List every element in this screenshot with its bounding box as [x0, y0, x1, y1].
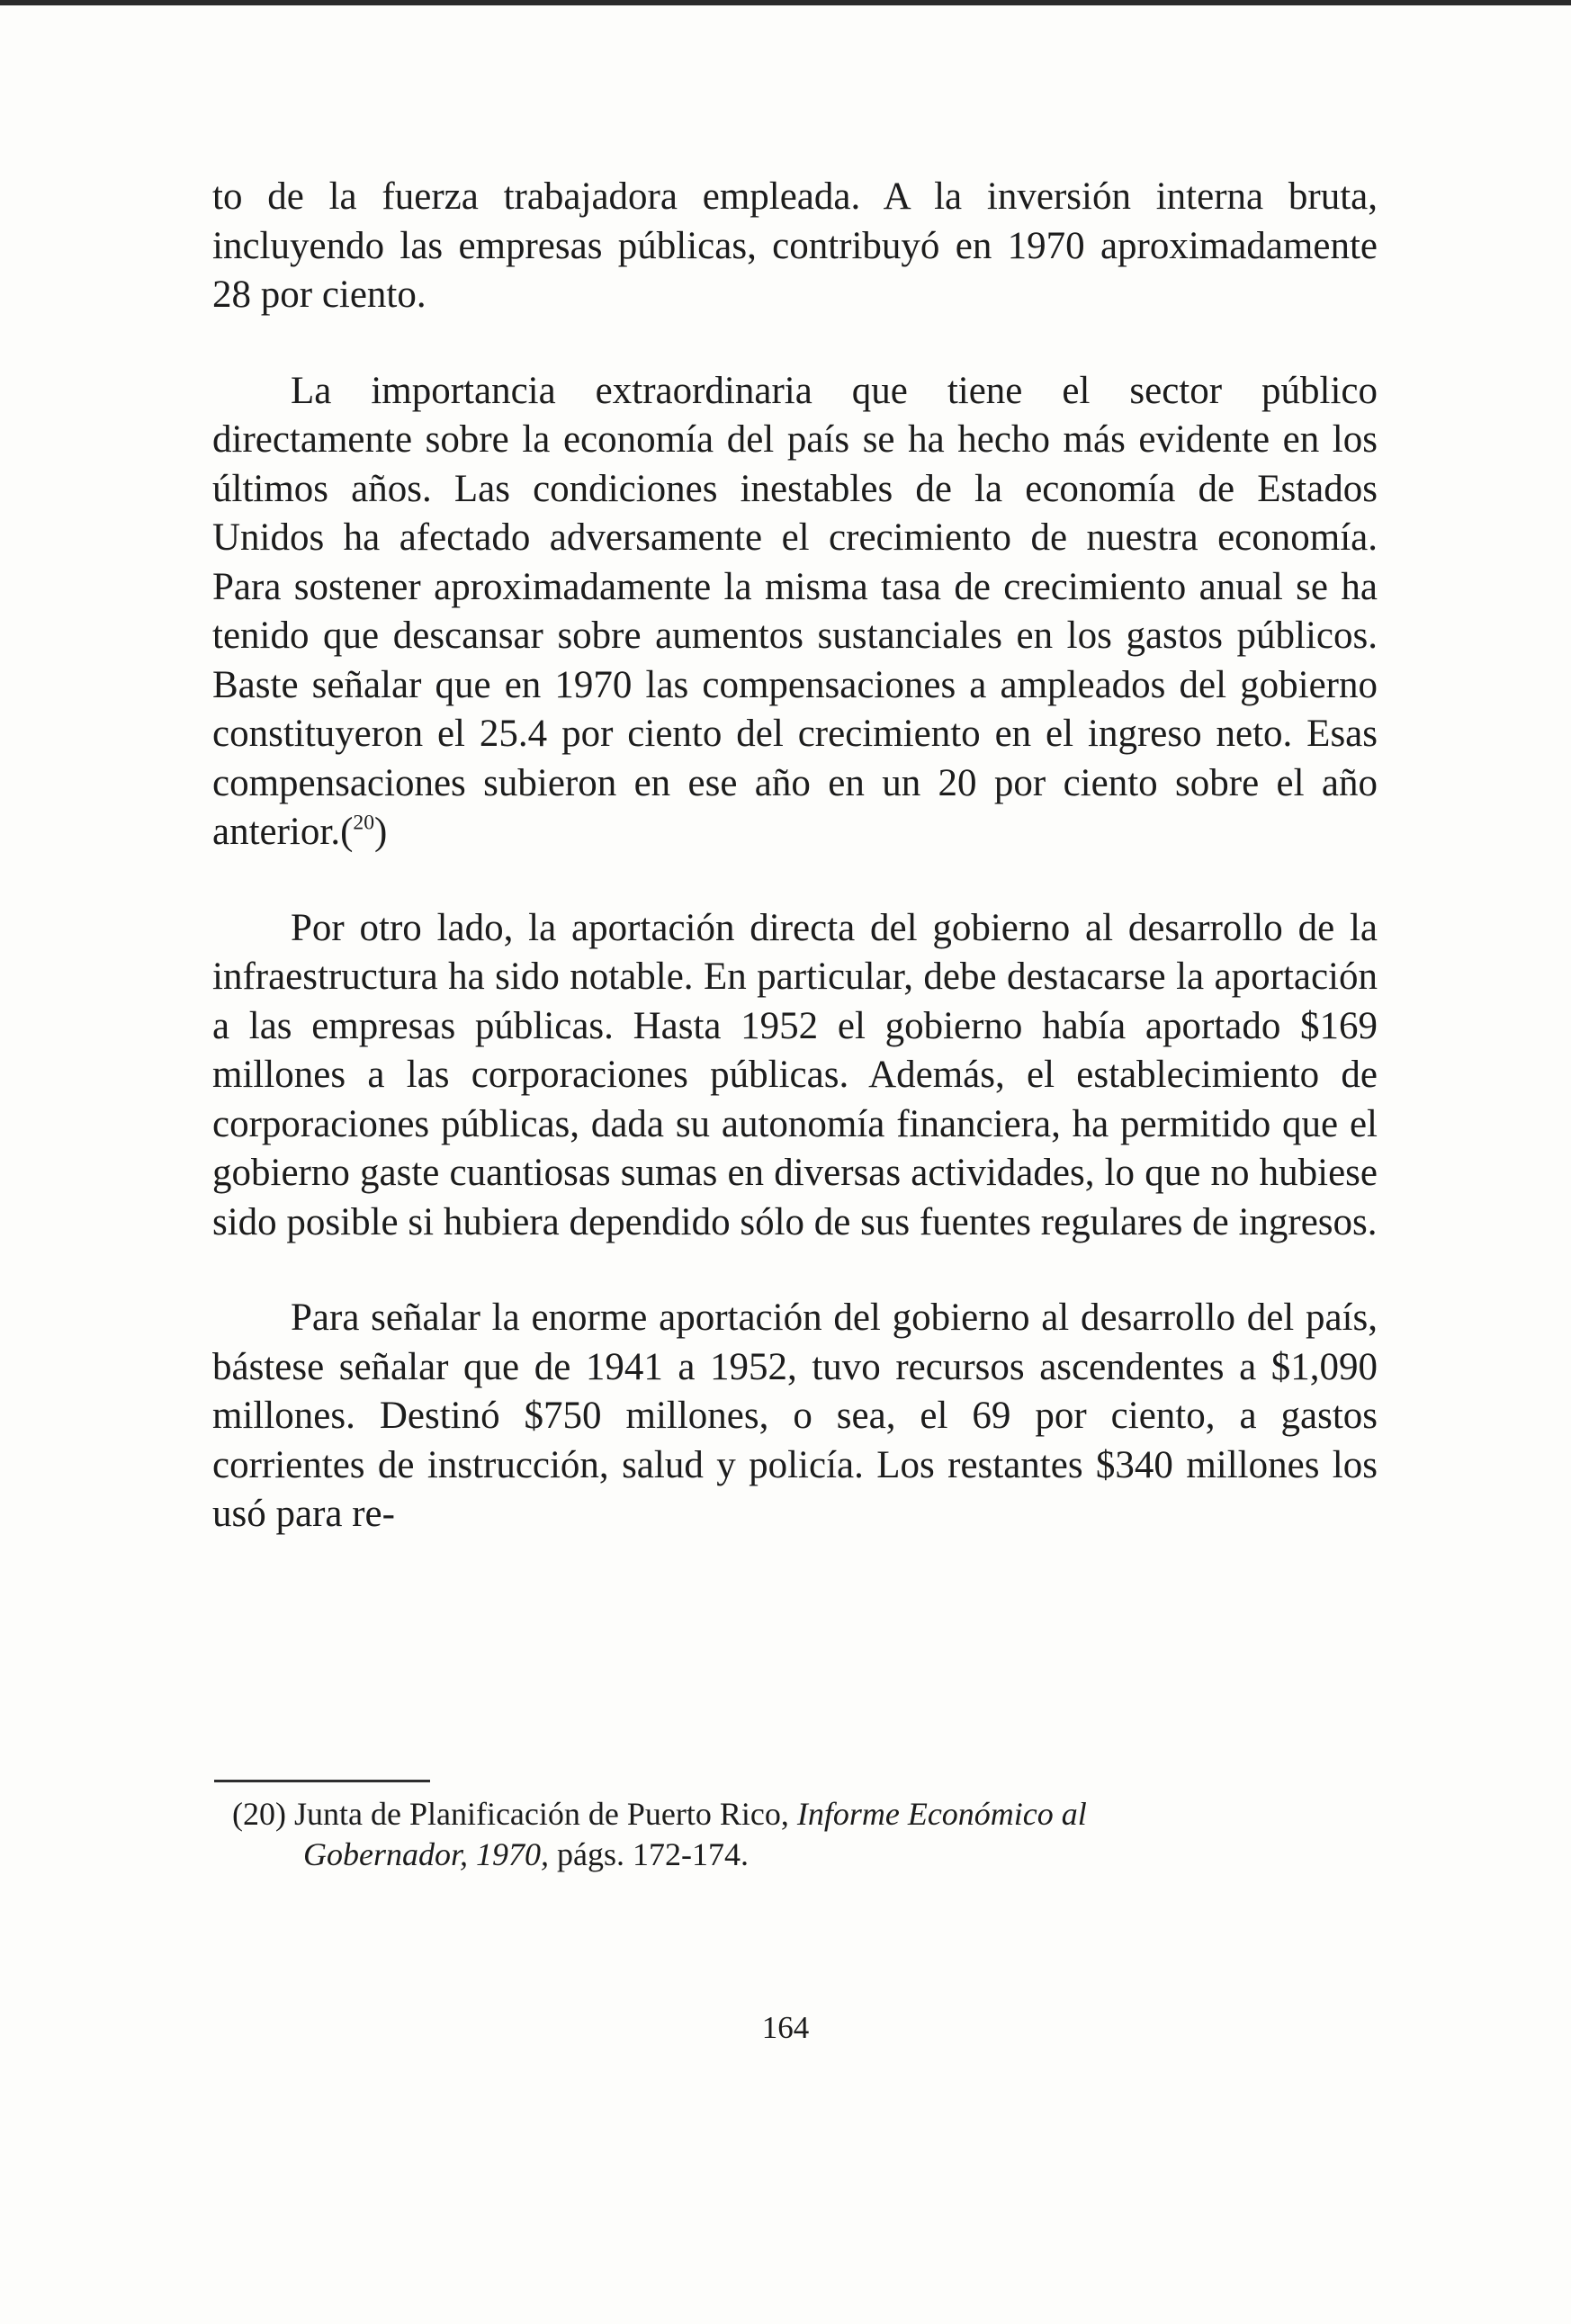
paragraph-2 [212, 367, 1378, 857]
footnote-pages: págs. 172-174. [557, 1836, 749, 1872]
footnote-line-2 [232, 1835, 1378, 1875]
footnote-author: Junta de Planificación de Puerto Rico, [293, 1796, 789, 1832]
footnote [232, 1794, 1378, 1875]
paragraph-3: Por otro lado, la aportación directa del gobierno al desarrollo de la infraestructura ha sido notable. En particular, debe destacarse la aportación a las empresas públicas. Hasta 1952 el gobierno había aportado $169 millones a las corporaciones públicas. Además, el establecimiento de corporaciones públicas, dada su autonomía financiera, ha permitido que el gobierno gaste cuantiosas sumas en diversas actividades, lo que no hubiese sido posible si hubiera dependido sólo de sus fuentes regulares de ingresos. [212, 906, 1378, 1243]
paragraph-1: to de la fuerza trabajadora empleada. A la inversión interna bruta, incluyendo las empresas públicas, contribuyó en 1970 aproximadamente 28 por ciento. [212, 175, 1378, 316]
page-number: 164 [761, 2010, 810, 2045]
paragraph-4: Para señalar la enorme aportación del gobierno al desarrollo del país, bástese señalar que de 1941 a 1952, tuvo recursos ascendentes a $1,090 millones. Destinó $750 millones, o sea, el 69 por ciento, a gastos corrientes de instrucción, salud y policía. Los restantes $340 millones los usó para re- [212, 1297, 1378, 1535]
paragraph-2-text: La importancia extraordinaria que tiene el sector público directamente sobre la economía del país se ha hecho más evidente en los últimos años. Las condiciones inestables de la economía de Estados Unidos ha afectado adversamente el crecimiento de nuestra economía. Para sostener aproximadamente la misma tasa de crecimiento anual se ha tenido que descansar sobre aumentos sustanciales en los gastos públicos. Baste señalar que en 1970 las compensaciones a ampleados del gobierno constituyeron el 25.4 por ciento del crecimiento en el ingreso neto. Esas compensaciones subieron en ese año en un 20 por ciento sobre el año anterior.( [212, 369, 1378, 853]
footnote-title-part2: Gobernador, 1970, [303, 1836, 550, 1872]
footnote-reference: 20 [353, 811, 375, 835]
page-top-edge [0, 0, 1571, 5]
footnote-number: (20) [232, 1796, 286, 1832]
footnote-title-part1: Informe Económico al [796, 1796, 1087, 1832]
footnote-reference-close: ) [374, 811, 388, 853]
footnote-line-1 [232, 1794, 1378, 1835]
footnote-separator [214, 1780, 430, 1782]
body-text [212, 173, 1378, 1539]
